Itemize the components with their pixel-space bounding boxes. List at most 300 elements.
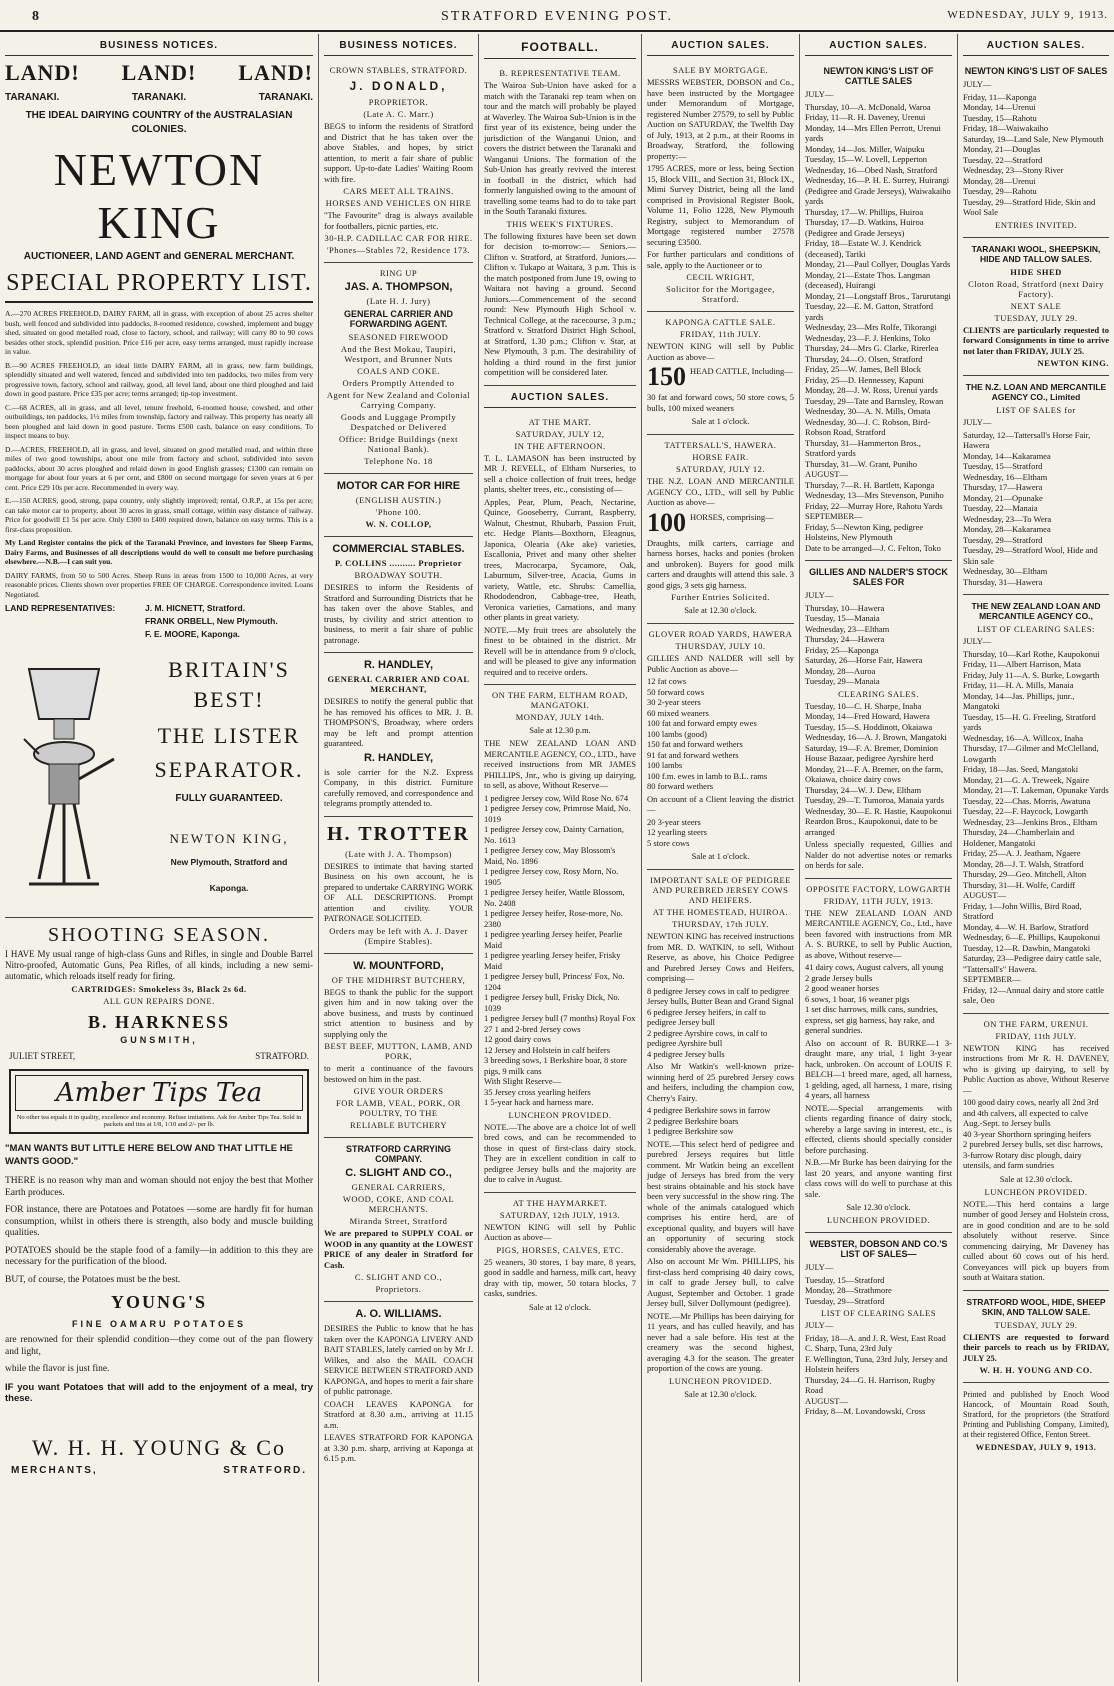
list-item: Wednesday, 23—F. J. Henkins, Toko (805, 332, 931, 343)
list-item: Monday, 21—G. A. Treweek, Ngaire (963, 774, 1089, 785)
gillies-text: GILLIES AND NALDER will sell by Public Auction as above— (647, 653, 794, 674)
list-item: Friday, 11—H. A. Mills, Manaia (963, 680, 1074, 690)
list-item: Tuesday, 29—Stratford Wool, Hide and Skin sale (963, 545, 1098, 566)
thompson-name: JAS. A. THOMPSON, (344, 281, 453, 293)
list-item: Friday, 11—Albert Harrison, Mata (963, 659, 1081, 669)
mountford-ad (324, 954, 473, 1139)
further-text: For further particulars and conditions of sale, apply to the Auctioneer or to (647, 249, 794, 270)
daveney-time: Sale at 12.30 o'clock. (999, 1173, 1073, 1184)
list-item: 50 forward cows (647, 686, 705, 697)
webster-dobson-sales (805, 1233, 952, 1424)
list-item: Wednesday, 30—E. R. Hastie, Kaupokonui (805, 805, 953, 816)
list-item: Friday, 18—Jas. Seed, Mangatoki (963, 764, 1079, 774)
property-d: D.—ACRES, FREEHOLD, all in grass, and level, situated on good metalled road, and within three miles of two good townships, about one mile from factory and school, subdivided into seven paddocks, about 30 acres ploughed and relaid down in good English grasses; £1300 can remain on mortgage for about four years at 6 per cent, and £800 on second mortgage for seven years at 6 per cent. Price £29 10s per acre. Recommended in every way. (5, 444, 313, 492)
list-item: 100 lambs (647, 760, 683, 770)
solicitor: Solicitor for the Mortgagee, Stratford. (666, 284, 775, 304)
list-item: 4 pedigree Jersey bulls (647, 1048, 725, 1059)
donald-name: J. DONALD, (349, 79, 448, 93)
list-item: 4 pedigree Berkshire sows in farrow (647, 1105, 771, 1115)
williams-text: DESIRES the Public to know that he has taken over the KAPONGA LIVERY AND BAIT STABLES, lately carried on by Mr J. Wilkes, and also the MAIL COACH SERVICE BETWEEN STRATFORD AND KAPONGA, and hopes to merit a fair share of public patronage. (324, 1323, 473, 1396)
list-item: Friday, 12—Annual dairy and store cattle sale, Oeo (963, 984, 1105, 1005)
land-reps (5, 603, 313, 613)
list-item: 20 3-year steers (647, 816, 701, 827)
list-item: 1 pedigree Jersey cow, Primrose Maid, No. 1019 (484, 803, 631, 824)
list-item: Saturday, 12—Tattersall's Horse Fair, Hawera (963, 429, 1091, 450)
clients-2: CLIENTS are requested to forward their parcels to reach us by FRIDAY, JULY 25. (963, 1331, 1109, 1363)
list-item: 12 good dairy cows (484, 1034, 551, 1044)
list-item: Saturday, 23—Pedigree dairy cattle sale, "Tattersall's" Hawera. (963, 953, 1102, 974)
cattle-sales-list (805, 102, 952, 554)
list-item: Wednesday, 30—A. N. Mills, Omata (805, 406, 931, 416)
nzla-text: THE NEW ZEALAND LOAN AND MERCANTILE AGENCY, CO., LTD., have received instructions from MR JAMES PHILLIPS, Jnr., who is giving up dairying, to sell, as above, Without Reserve— (484, 738, 636, 790)
favourite-drag: "The Favourite" drag is always available for footballers, picnic parties, etc. (324, 210, 473, 231)
young-text-5: are renowned for their splendid condition—they come out of the pan flowery and light, (5, 1335, 313, 1357)
column-heading: AUCTION SALES. (805, 34, 952, 56)
auction-heading: AUCTION SALES. (484, 386, 636, 408)
list-item: Thursday, 17—Gilmer and McClelland, Lowgarth (963, 743, 1099, 764)
list-item: Thursday, 7—R. H. Bartlett, Kaponga (805, 479, 935, 490)
list-item: Tuesday, 15—H. G. Freeling, Stratford yards (963, 711, 1096, 732)
reliable-butchery: RELIABLE BUTCHERY (349, 1120, 448, 1130)
crown-stables: CROWN STABLES, STRATFORD. (329, 65, 468, 75)
list-item: Wednesday, 30—Eltham (963, 566, 1048, 576)
young-text-3: POTATOES should be the staple food of a family—in addition to this they are necessary for the purification of the blood. (5, 1245, 313, 1267)
slight-text: We are prepared to SUPPLY COAL or WOOD in any quantity at the LOWEST PRICE of any dealer in Stratford for Cash. (324, 1228, 473, 1270)
nk-cattle-sales (805, 60, 952, 561)
list-item: Friday, 22—Murray Hore, Rahotu Yards (805, 500, 943, 511)
mart-sale (484, 412, 636, 686)
list-item: Tuesday, 29—Tate and Barnsley, Rowan (805, 395, 944, 406)
list-item: Wednesday, 16—Obed Nash, Stratford (805, 164, 938, 175)
horses-comprising: HORSES, comprising— (690, 511, 774, 522)
list-item: 27 1 and 2-bred Jersey cows (484, 1023, 581, 1034)
clearing-2: LIST OF CLEARING SALES (821, 1308, 936, 1318)
luncheon: LUNCHEON PROVIDED. (827, 1215, 930, 1225)
column-6 (957, 34, 1114, 1682)
watkin-time: Sale at 12.30 o'clock. (684, 1388, 757, 1399)
webster-text: MESSRS WEBSTER, DOBSON and Co., have been instructed by the Mortgagee under Memorandum of Mortgage, registered Number 27579, to sell by Public Auction on SATURDAY, the Twelfth Day of July, 1913, at 2 p.m., at their Rooms in Broadway, Stratford, the following property:— (647, 77, 794, 161)
handley-name: R. HANDLEY, (363, 659, 434, 671)
list-item: 2 purebred Jersey bulls, set disc harrows, 3-furrow Rotary disc plough, dairy utensils, and farm sundries (963, 1139, 1103, 1170)
handley-name-2: R. HANDLEY, (363, 751, 434, 764)
harkness-name: B. HARKNESS (87, 1012, 231, 1032)
land-word: LAND! (121, 60, 197, 85)
list-item: Friday, 18—Estate W. J. Kendrick (deceased), Tariki (805, 238, 922, 259)
burke-note-2: N.B.—Mr Burke has been dairying for the last 20 years, and anyone wanting first class cows will do well to purchase at this sale. (805, 1157, 952, 1199)
list-item: Tuesday, 10—C. H. Sharpe, Inaha (805, 700, 922, 711)
weaners-text: 25 weaners, 30 stores, 1 bay mare, 8 years, good in saddle and harness, milk cart, heavy dray with tip, mower, 50 totara blocks, 7 casks, sundries. (484, 1256, 636, 1298)
list-item: 1 pedigree yearling Jersey heifer, Pearlie Maid (484, 929, 623, 950)
list-item: AUGUST— (805, 1395, 848, 1406)
phone-100: 'Phone 100. (375, 507, 422, 517)
tattersalls-sale (647, 435, 794, 624)
list-item: 1 pedigree Jersey cow, Rosy Morn, No. 1905 (484, 866, 619, 887)
mortgage-sale (647, 60, 794, 312)
rep-3: F. E. MOORE, Kaponga. (145, 629, 240, 639)
column-2 (318, 34, 478, 1682)
list-item: Thursday, 24—Hawera (805, 634, 885, 644)
list-item: 1 pedigree Jersey bull (7 months) Royal Fox (484, 1013, 636, 1023)
client-list (647, 817, 794, 849)
cl-july: JULY— (963, 636, 992, 646)
clients-note: CLIENTS are particularly requested to forward Consignments in time to arrive not later than FRIDAY, JULY 25. (963, 324, 1109, 356)
unless-note: Unless specially requested, Gillies and Nalder do not advertise notes or remarks on herds for sale. (805, 839, 952, 870)
list-item: Thursday, 31—H. Wolfe, Cardiff (963, 879, 1076, 890)
column-4 (641, 34, 799, 1682)
best-text: BEST! (193, 687, 265, 712)
list-item: Thursday, 24—G. H. Harrison, Rugby Road (805, 1374, 936, 1395)
nk-sales-list (963, 92, 1109, 218)
land-row (5, 60, 313, 86)
column-1 (0, 34, 318, 1682)
list-item: Monday, 28—J. W. Ross, Urenui yards (805, 385, 938, 395)
list-item: 1 5-year hack and harness mare. (484, 1097, 594, 1107)
cecil-wright: CECIL WRIGHT, (686, 272, 755, 282)
general-carrier: GENERAL CARRIER AND FORWARDING AGENT. (343, 309, 453, 329)
list-item: Thursday, 17—D. Watkins, Huiroa (Pedigree and Grade Jerseys) (805, 217, 924, 238)
list-item: Tuesday, 29—Manaia (805, 676, 880, 686)
luncheon: LUNCHEON PROVIDED. (984, 1186, 1088, 1197)
newton-king-headline: NEWTON KING (53, 144, 265, 248)
list-item: Friday, 11—Kaponga (963, 91, 1037, 102)
man-wants-quote: "MAN WANTS BUT LITTLE HERE BELOW AND THAT LITTLE HE WANTS GOOD." (5, 1143, 293, 1167)
juliet-street: JULIET STREET, (9, 1051, 76, 1061)
crown-stables-ad (324, 60, 473, 263)
list-item: Thursday, 24—O. Olsen, Stratford (805, 353, 923, 364)
list-item: AUGUST— (963, 890, 1006, 900)
wood-coke: WOOD, COKE, AND COAL MERCHANTS. (342, 1194, 455, 1214)
list-item: 100 f.m. ewes in lamb to B.L. rams (647, 770, 768, 781)
list-item: Friday, 5—Newton King, pedigree Holsteins, New Plymouth (805, 521, 924, 542)
late-marr: (Late A. C. Marr.) (363, 109, 434, 119)
list-item: 100 lambs (good) (647, 728, 707, 739)
list-item: Monday, 21—T. Lakeman, Opunake Yards (963, 785, 1109, 795)
sale-by-mortgage: SALE BY MORTGAGE. (672, 65, 769, 75)
reps-label: LAND REPRESENTATIVES: (5, 603, 116, 613)
handley-text-2: is sole carrier for the N.Z. Express Company, in this district. Furniture carefully removed, and correspondence and telegrams promptly attended to. (324, 766, 473, 808)
nk-watkin: NEWTON KING has received instructions from MR. D. WATKIN, to sell, Without Reserve, as above, his Choice Pedigree and Purebred Jersey Cows and Heifers, comprising— (647, 931, 794, 983)
horses-hire: HORSES AND VEHICLES ON HIRE (325, 198, 472, 208)
horses-row (647, 510, 794, 536)
clearing-sales: LIST OF CLEARING SALES: (977, 624, 1095, 634)
coal-merchant: GENERAL CARRIER AND COAL MERCHANT, (327, 674, 470, 694)
c2-july: JULY— (805, 1320, 834, 1330)
clearing-sales-list (805, 701, 952, 838)
mountford-text-2: to merit a continuance of the favours bestowed on him in the past. (324, 1063, 473, 1084)
list-item: Thursday, 24—Mrs G. Clarke, Rirerlea (805, 343, 939, 353)
land-register-note: My Land Register contains the pick of the Taranaki Province, and investors for Sheep Farms, Dairy Farms, and Businesses of all descriptions would do well to consult me before purchasing elsewhere.—N.B.—I can suit you. (5, 538, 313, 566)
list-item: Wednesday, 23—To Wera (963, 513, 1052, 524)
tatt-time: Sale at 12.30 o'clock. (684, 605, 757, 615)
slight-address: Miranda Street, Stratford (349, 1216, 448, 1226)
coach-leaves: COACH LEAVES KAPONGA for Stratford at 8.30 a.m., arriving at 11.15 a.m. (324, 1398, 473, 1430)
urenui-farm: ON THE FARM, URENUI. (983, 1018, 1089, 1029)
juliet-street-row (9, 1051, 309, 1061)
gillies-sales-list (805, 603, 952, 687)
nzla-clearing-sales (963, 595, 1109, 1014)
list-item: Thursday, 24—W. J. Dew, Eltham (805, 784, 922, 795)
list-item: AUGUST— (805, 469, 848, 479)
mountford-name: W. MOUNTFORD, (353, 959, 444, 972)
trotter-name: H. TROTTER (327, 822, 470, 845)
property-a: A.—270 ACRES FREEHOLD, DAIRY FARM, all in grass, with exception of about 25 acres shelter bush, well fenced and subdivided into paddocks, 8-roomed residence, cowshed, implement and buggy shed, situated on good metalled road, close to factory, school, and railway; will carry 80 to 90 cows besides other stock, splendid position. Price £16 per acre, easy terms arranged, must rapidly increase in value. (5, 309, 313, 356)
list-item: Monday, 28—Kakaramea (963, 524, 1051, 534)
list-item: Monday, 21—Paul Collyer, Douglas Yards (805, 259, 951, 269)
gunsmith: GUNSMITH, (120, 1035, 198, 1045)
motor-car-ad (324, 474, 473, 537)
list-item: Thursday, 31—W. Grant, Puniho (805, 458, 917, 469)
list-item: 1 pedigree Berkshire sow (647, 1126, 734, 1136)
list-item: 2 grade Jersey bulls (805, 972, 873, 983)
fixtures: THIS WEEK'S FIXTURES. (506, 218, 614, 229)
glover-time: Sale at 1 o'clock. (691, 851, 750, 861)
issue-date: WEDNESDAY, JULY 9, 1913. (947, 9, 1108, 21)
hide-shed: HIDE SHED (1010, 266, 1062, 277)
list-item: Monday, 4—W. H. Barlow, Stratford (963, 921, 1089, 932)
list-item: Wednesday, 13—Mrs Stevenson, Puniho (805, 490, 944, 500)
belch-text: Also on account of R. BURKE—1 3-draught mare, any trial, 1 light 3-year hack, unbroken. On account of LOUIS F. BELCH—1 breed mare, aged, all harness, 1 gelding, aged, all harness, 1 mare, rising 4 years, all harness (805, 1037, 952, 1100)
nk-haymarket: NEWTON KING will sell by Public Auction as above— (484, 1221, 636, 1242)
orders-promptly: Orders Promptly Attended to (342, 378, 455, 388)
taranaki-row (5, 92, 313, 103)
list-item: Monday, 14—Urenui (963, 102, 1036, 112)
page-number: 8 (32, 9, 39, 24)
guaranteed-text: FULLY GUARANTEED. (175, 793, 283, 804)
gun-repairs: ALL GUN REPAIRS DONE. (103, 996, 215, 1006)
list-item: 40 3-year Shorthorn springing heifers (963, 1128, 1091, 1139)
young-text-4: BUT, of course, the Potatoes must be the best. (5, 1274, 181, 1285)
nk-cattle-title: NEWTON KING'S LIST OF CATTLE SALES (823, 66, 934, 86)
at-the-mart: AT THE MART. (528, 416, 592, 427)
head-150: 150 (647, 364, 686, 390)
list-item: Monday, 28—J. T. Walsh, Stratford (963, 858, 1084, 869)
list-item: 1 pedigree yearling Jersey heifer, Frisky Maid (484, 950, 621, 971)
list-item: 1 pedigree Jersey bull, Princess' Fox, No. 1204 (484, 971, 625, 992)
dairy-farms-note: DAIRY FARMS, from 50 to 500 Acres. Sheep Runs in areas from 1500 to 10,000 Acres, at very reasonable prices. Clients shown over properties FREE OF CHARGE. Correspondence invited. Loans Negotiated. (5, 570, 313, 599)
taranaki-word: TARANAKI. (5, 92, 60, 103)
nzla2-title: THE NEW ZEALAND LOAN AND MERCANTILE AGENCY CO., (971, 601, 1101, 621)
shooting-season: SHOOTING SEASON. (47, 924, 270, 946)
list-item: Tuesday, 22—Chas. Morris, Awatuna (963, 795, 1091, 806)
collins-text: DESIRES to inform the Residents of Stratford and Surrounding Districts that he has taken over the above Stables, and trusts, by civility and strict attention to business, to merit a fair share of public patronage. (324, 582, 473, 645)
williams-ad (324, 1302, 473, 1471)
slight-name: C. SLIGHT AND CO., (345, 1167, 452, 1179)
burke-sale (805, 879, 952, 1234)
rep-row-3 (5, 629, 313, 639)
list-item: Saturday, 19—Land Sale, New Plymouth (963, 133, 1104, 144)
sale-time: Sale at 12.30 p.m. (529, 725, 591, 735)
list-item: Thursday, 17—W. Phillips, Huiroa (805, 206, 924, 217)
handley-ad (324, 653, 473, 817)
horse-fair: HORSE FAIR. (692, 452, 749, 462)
burke-note: NOTE.—Special arrangements with clients regarding finance of dairy stock, whereby a large saving in interest, etc., is effected, clients should specially consider before purchasing. (805, 1102, 952, 1155)
client-account: On account of a Client leaving the district— (647, 793, 794, 814)
list-item: Tuesday, 29—Stratford (963, 534, 1043, 545)
list-item: 2 good weaner horses (805, 983, 879, 993)
column-heading: AUCTION SALES. (963, 34, 1109, 56)
watkin-list (647, 986, 794, 1060)
daveney-note: NOTE.—This herd contains a large number of good Jersey and Holstein cross, are in good condition and are to be sold absolutely without reserve. Since commencing dairying, Mr Daveney has culled about 60 cows out of his herd. Conveyances will pick up buyers from south at Waitara station. (963, 1198, 1109, 1282)
gillies-title: GILLIES AND NALDER'S STOCK SALES FOR (809, 567, 948, 587)
list-item: Reardon Bros., Kaupokonui, date to be arranged (805, 816, 938, 837)
list-item: Monday, 14—Jos. Miller, Waipuku (805, 143, 925, 154)
list-item: 60 mixed weaners (647, 707, 709, 718)
list-item: 35 Jersey cross yearling heifers (484, 1086, 591, 1097)
list-item: Thursday, 10—A. McDonald, Waroa (805, 101, 931, 112)
list-item: Tuesday, 15—S. Hoddinott, Okaiawa (805, 721, 933, 732)
trotter-orders: Orders may be left with A. J. Daver (Empire Stables). (329, 925, 468, 946)
list-item: Wednesday, 16—A. Willcox, Inaha (963, 732, 1084, 743)
list-item: 1 set disc harrows, milk cans, sundries, express, set gig harness, hay rake, and general sundries. (805, 1004, 938, 1035)
land-word: LAND! (238, 60, 313, 85)
donald-text: BEGS to inform the residents of Stratford and District that he has taken over the above Stables, and hopes, by strict attention, to merit a fair share of public support. Up-to-date Ladies' Waiting Room with fire. (324, 121, 473, 184)
clearing-list (963, 649, 1109, 1006)
list-item: Monday, 14—Kakaramea (963, 450, 1051, 461)
nzla-july: JULY— (963, 417, 992, 427)
phillips-herd: Also on account Mr Wm. PHILLIPS, his first-class herd comprising 40 dairy cows, in calf to grade Jersey bull, to calve August, September and October. 1 grade Jersey bull, Silver Dollymount (pedigree). (647, 1256, 794, 1308)
nzla-sales (963, 376, 1109, 595)
footer-date: WEDNESDAY, JULY 9, 1913. (975, 1442, 1097, 1452)
amber-tips-tea-ad (9, 1069, 309, 1134)
list-item: Tuesday, 15—Stratford (963, 461, 1043, 471)
list-item: 30 2-year steers (647, 697, 701, 707)
list-item: Monday, 21—Estate Thos. Langman (deceased), Huirangi (805, 269, 931, 290)
nzla-sales-list (963, 430, 1109, 588)
list-item: 1 pedigree Jersey bull, Frisky Dick, No. 1039 (484, 992, 620, 1013)
dairy-line: THE IDEAL DAIRYING COUNTRY of the AUSTRALASIAN COLONIES. (25, 110, 293, 135)
glover-date: THURSDAY, JULY 10. (675, 641, 766, 651)
rep-row-2 (5, 616, 313, 626)
goods-luggage: Goods and Luggage Promptly Despatched or Delivered (340, 412, 457, 432)
afternoon: IN THE AFTERNOON. (514, 440, 606, 451)
list-item: 1 pedigree Jersey cow, Wild Rose No. 674 (484, 792, 629, 803)
list-item: SEPTEMBER— (805, 511, 863, 521)
list-item: Thursday, 24—Chamberlain and Holdener, Mangatoki (963, 827, 1075, 848)
trees-text: Apples, Pear, Plum, Peach, Nectarine, Quince, Gooseberry, Currant, Raspberry, Walnut, Chestnut, Rhubarb, Passion Fruit, etc. Hedge Plants—Boxthorn, Eleagnus, Japonica, Olearia (Ake ake) varieties, Escallonia, Privet and many other shelter trees, Macrocarpa, Sycamore, Oak, Laburnum, Silver-tree, Acacia, Gums in variety, Wattle, etc. Shrubs: Camellia, Rhododendron, Cabbage-tree, Heath, Veronica varieties, Carnations, and many other plants in great variety. (484, 496, 636, 622)
important-sale: IMPORTANT SALE OF PEDIGREE AND PUREBRED JERSEY COWS AND HEIFERS. (650, 875, 791, 905)
berkshire-list (647, 1105, 794, 1137)
gillies-list (647, 676, 794, 792)
july-label: JULY— (963, 79, 992, 89)
agent-nz: Agent for New Zealand and Colonial Carrying Company. (326, 390, 471, 410)
tue-29: TUESDAY, JULY 29. (994, 1319, 1078, 1330)
tatt-date: SATURDAY, JULY 12. (675, 464, 766, 474)
column-heading: AUCTION SALES. (647, 34, 794, 56)
oamaru-potatoes: FINE OAMARU POTATOES (71, 1319, 246, 1329)
nk-daveney: NEWTON KING has received instructions from Mr R. H. DAVENEY, who is giving up dairying, to sell by Public Auction as above, Without Reserve— (963, 1042, 1109, 1095)
stratford-wool: STRATFORD WOOL, HIDE, SHEEP SKIN, AND TALLOW SALE. (966, 1296, 1106, 1317)
list-item: Monday, 21—F. A. Bremer, on the farm, Okaiawa, choice dairy cows (805, 763, 943, 784)
cloton-road: Cloton Road, Stratford (next Dairy Factory). (968, 278, 1104, 299)
slight-name-2: C. SLIGHT AND CO., (354, 1272, 443, 1282)
young-text-1: THERE is no reason why man and woman should not enjoy the best that Mother Earth produces. (5, 1176, 313, 1198)
special-property-list: SPECIAL PROPERTY LIST. (5, 270, 313, 303)
entries-invited: ENTRIES INVITED. (995, 219, 1077, 230)
haymarket-time: Sale at 12 o'clock. (529, 1301, 591, 1312)
rep-text: The Wairoa Sub-Union have asked for a match with the Taranaki rep team when on tour and the match will probably be played at Waverley. The Wairoa Sub-Union is in the first year of its existence, being under the jurisdiction of the Wanganui Union, and covers the district between the Taranaki and Wanganui Unions. The formation of the Sub-Union has greatly revived the interest in football in the district, which had formerly languished owing to the amount of travelling some teams had to do to take part in the South Taranaki fixtures. (484, 80, 636, 216)
kaponga-cattle: KAPONGA CATTLE SALE. (665, 317, 776, 327)
cattle-list: 30 fat and forward cows, 50 store cows, 5 bulls, 100 mixed weaners (647, 392, 794, 413)
july-label: JULY— (805, 89, 834, 99)
watkin-sale (647, 870, 794, 1407)
lister-separator-ad (5, 647, 313, 918)
list-item: Friday, 1—John Willis, Bird Road, Stratford (963, 900, 1082, 921)
column-heading: BUSINESS NOTICES. (5, 34, 313, 56)
young-text-7: IF you want Potatoes that will add to the enjoyment of a meal, try these. (5, 1381, 313, 1404)
c2-sales-list (805, 1333, 952, 1417)
list-item: Monday, 21—Longstaff Bros., Tarurutangi (805, 290, 951, 301)
list-item: Monday, 14—Jas. Phillips, junr., Mangatoki (963, 690, 1075, 711)
proprietor: PROPRIETOR. (368, 97, 429, 107)
list-item: Thursday, 10—Karl Rothe, Kaupokonui (963, 648, 1100, 659)
lamb-veal: FOR LAMB, VEAL, PORK, OR POULTRY, TO THE (336, 1098, 461, 1118)
amber-tips-sub: No other tea equals it in quality, excellence and economy. Refuse imitations. Ask for Amber Tips Tea. Sold in packets and tins at 1/8, 1/10 and 2/- per lb. (16, 1114, 302, 1128)
list-item: Friday, July 11—A. S. Burke, Lowgarth (963, 669, 1100, 680)
list-of-sales: LIST OF SALES for (996, 405, 1076, 415)
mart-date: SATURDAY, JULY 12, (515, 428, 605, 439)
list-item: Tuesday, 29—Rahotu (963, 186, 1037, 196)
list-item: 150 fat and forward wethers (647, 739, 743, 749)
trotter-ad (324, 817, 473, 954)
head-cattle: HEAD CATTLE, Including— (690, 366, 793, 376)
list-item: 6 sows, 1 boar, 16 weaner pigs (805, 993, 910, 1004)
broadway-south: BROADWAY SOUTH. (354, 570, 443, 580)
daveney-date: FRIDAY, 11th JULY. (995, 1030, 1077, 1041)
property-b: B.—90 ACRES FREEHOLD, an ideal little DAIRY FARM, all in grass, new farm buildings, splendidly situated and well watered, fenced and subdivided into ten paddocks, two miles from very progressive town, factory, school and railway, good, all level land, about one third ploughed and laid down in good pasture. Price £35 per acre; terms arranged; tip-top investment. (5, 360, 313, 398)
rep-team: B. REPRESENTATIVE TEAM. (499, 68, 621, 78)
best-beef: BEST BEEF, MUTTON, LAMB, AND PORK, (324, 1041, 473, 1061)
nk-sales (963, 60, 1109, 238)
nk-sell: NEWTON KING will sell by Public Auction as above— (647, 341, 794, 362)
stratford-wool-sale (963, 1291, 1109, 1384)
rep-2: FRANK ORBELL, New Plymouth. (145, 616, 278, 626)
list-item: 5 store cows (647, 837, 690, 848)
phillips-note: NOTE.—Mr Phillips has been dairying for 11 years, and has culled heavily, and has never had a sale before. His test at the creamery was the second highest, averaging 4.3 for the season. The greater proportion of the cows are young. (647, 1310, 794, 1373)
burke-date: FRIDAY, 11TH JULY, 1913. (823, 895, 934, 906)
haymarket-date: SATURDAY, 12th JULY, 1913. (499, 1209, 621, 1220)
list-item: Monday, 14—Fred Howard, Hawera (805, 711, 930, 721)
list-item: Thursday, 10—Hawera (805, 602, 885, 613)
list-item: Date to be arranged—J. C. Felton, Toko (805, 542, 941, 553)
list-item: 1 pedigree Jersey heifer, Rose-more, No. 2380 (484, 908, 623, 929)
burke-list (805, 962, 952, 1036)
list-item: Friday, 11—R. H. Daveney, Urenui (805, 112, 926, 122)
next-sale: NEXT SALE (1010, 300, 1062, 311)
jersey-list (484, 793, 636, 1108)
newspaper-title: STRATFORD EVENING POST. (440, 9, 674, 24)
list-item: Tuesday, 29—Stratford Hide, Skin and Wool Sale (963, 196, 1096, 217)
wd-july: JULY— (805, 1262, 834, 1272)
horses-100: 100 (647, 509, 686, 536)
list-item: F. Wellington, Tuna, 23rd July, Jersey and Holstein heifers (805, 1353, 948, 1374)
football-section (484, 63, 636, 386)
column-5 (799, 34, 957, 1682)
list-item: Wednesday, 16—A. J. Brown, Mangatoki (805, 732, 947, 742)
jury: (Late H. J. Jury) (366, 296, 431, 306)
list-item: Tuesday, 15—Stratford (805, 1274, 885, 1285)
ring-up: RING UP (379, 268, 418, 278)
cartridges: CARTRIDGES: Smokeless 3s, Black 2s 6d. (71, 984, 247, 994)
watkin-herd-note: NOTE.—This select herd of pedigree and purebred Jerseys requires but little comment. Mr Watkin being an excellent judge of Jerseys has bred from the very best strains obtainable and his stock have been very successful in the show ring. The whole of the animals catalogued which comprises his entire herd, are of exceptional quality, and buyers will have an opportunity of securing stock considerably above the average. (647, 1138, 794, 1254)
clearing-sales: CLEARING SALES. (838, 688, 919, 699)
wd-sales-list (805, 1275, 952, 1307)
list-item: 80 forward wethers (647, 781, 714, 791)
list-item: Saturday, 26—Horse Fair, Hawera (805, 655, 923, 665)
list-item: Tuesday, 15—Manaia (805, 613, 880, 623)
tuesday-29: TUESDAY, JULY 29. (994, 312, 1078, 323)
list-item: Tuesday, 29—T. Tumoroa, Manaia yards (805, 795, 944, 805)
commercial-stables-ad (324, 537, 473, 653)
